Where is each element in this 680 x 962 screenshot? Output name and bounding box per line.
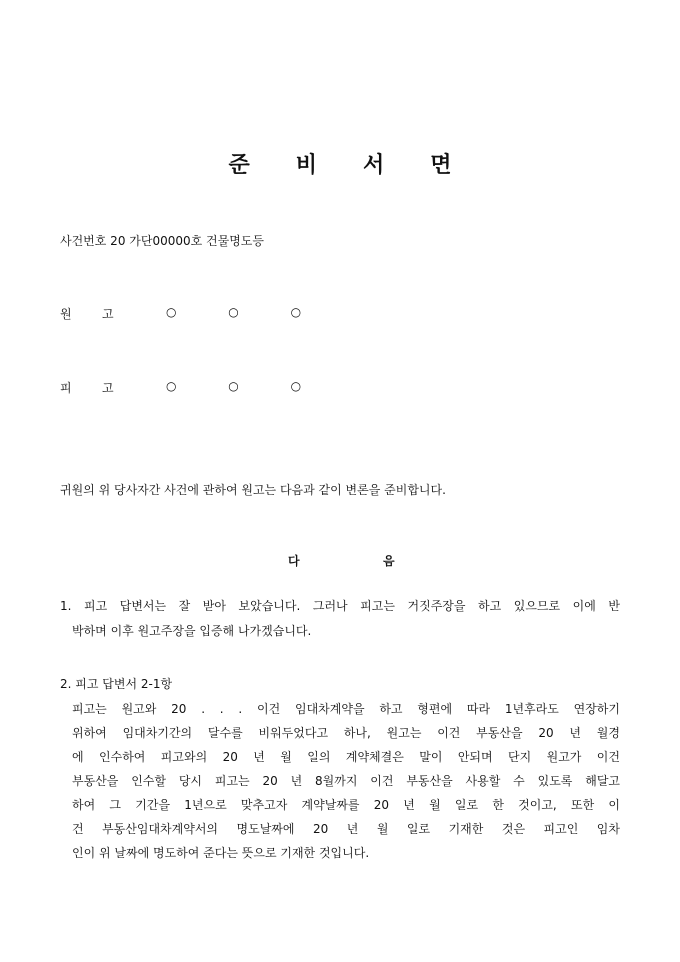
heading-left: 다 — [288, 554, 300, 568]
intro-statement: 귀원의 위 당사자간 사건에 관하여 원고는 다음과 같이 변론을 준비합니다. — [60, 483, 446, 497]
item-1-line-1: 1. 피고 답변서는 잘 받아 보았습니다. 그러나 피고는 거짓주장을 하고 있으므로 이에 반 — [60, 599, 620, 613]
item-2-line-5: 하여 그 기간을 1년으로 맞추고자 계약날짜를 20 년 월 일로 한 것이고, 또한 이 — [72, 798, 620, 812]
item-1-line-2: 박하며 이후 원고주장을 입증해 나가겠습니다. — [72, 624, 312, 638]
case-number: 사건번호 20 가단00000호 건물명도등 — [60, 234, 264, 248]
defendant-label-b: 고 — [102, 381, 114, 395]
defendant-label-a: 피 — [60, 381, 72, 395]
title-char-4: 면 — [430, 152, 452, 178]
heading-right: 음 — [383, 554, 395, 568]
document-title — [0, 148, 680, 179]
item-2-line-1: 피고는 원고와 20 . . . 이건 임대차계약을 하고 형편에 따라 1년후라도 연장하기 — [72, 702, 620, 716]
title-char-2: 비 — [295, 152, 317, 178]
item-2-line-6: 건 부동산임대차계약서의 명도날짜에 20 년 월 일로 기재한 것은 피고인 임차 — [72, 822, 620, 836]
defendant-name: ○ ○ ○ — [166, 379, 326, 393]
item-2-line-7: 인이 위 날짜에 명도하여 준다는 뜻으로 기재한 것입니다. — [72, 846, 370, 860]
title-char-3: 서 — [363, 152, 385, 178]
plaintiff-name: ○ ○ ○ — [166, 305, 326, 319]
plaintiff-label-b: 고 — [102, 307, 114, 321]
item-2-line-2: 위하여 임대차기간의 달수를 비워두었다고 하나, 원고는 이건 부동산을 20 년 월경 — [72, 726, 620, 740]
item-2-title: 2. 피고 답변서 2-1항 — [60, 677, 173, 691]
plaintiff-label-a: 원 — [60, 307, 72, 321]
item-2-line-4: 부동산을 인수할 당시 피고는 20 년 8월까지 이건 부동산을 사용할 수 있도록 해달고 — [72, 774, 620, 788]
title-char-1: 준 — [228, 152, 250, 178]
item-2-line-3: 에 인수하여 피고와의 20 년 월 일의 계약체결은 말이 안되며 단지 원고가 이건 — [72, 750, 620, 764]
